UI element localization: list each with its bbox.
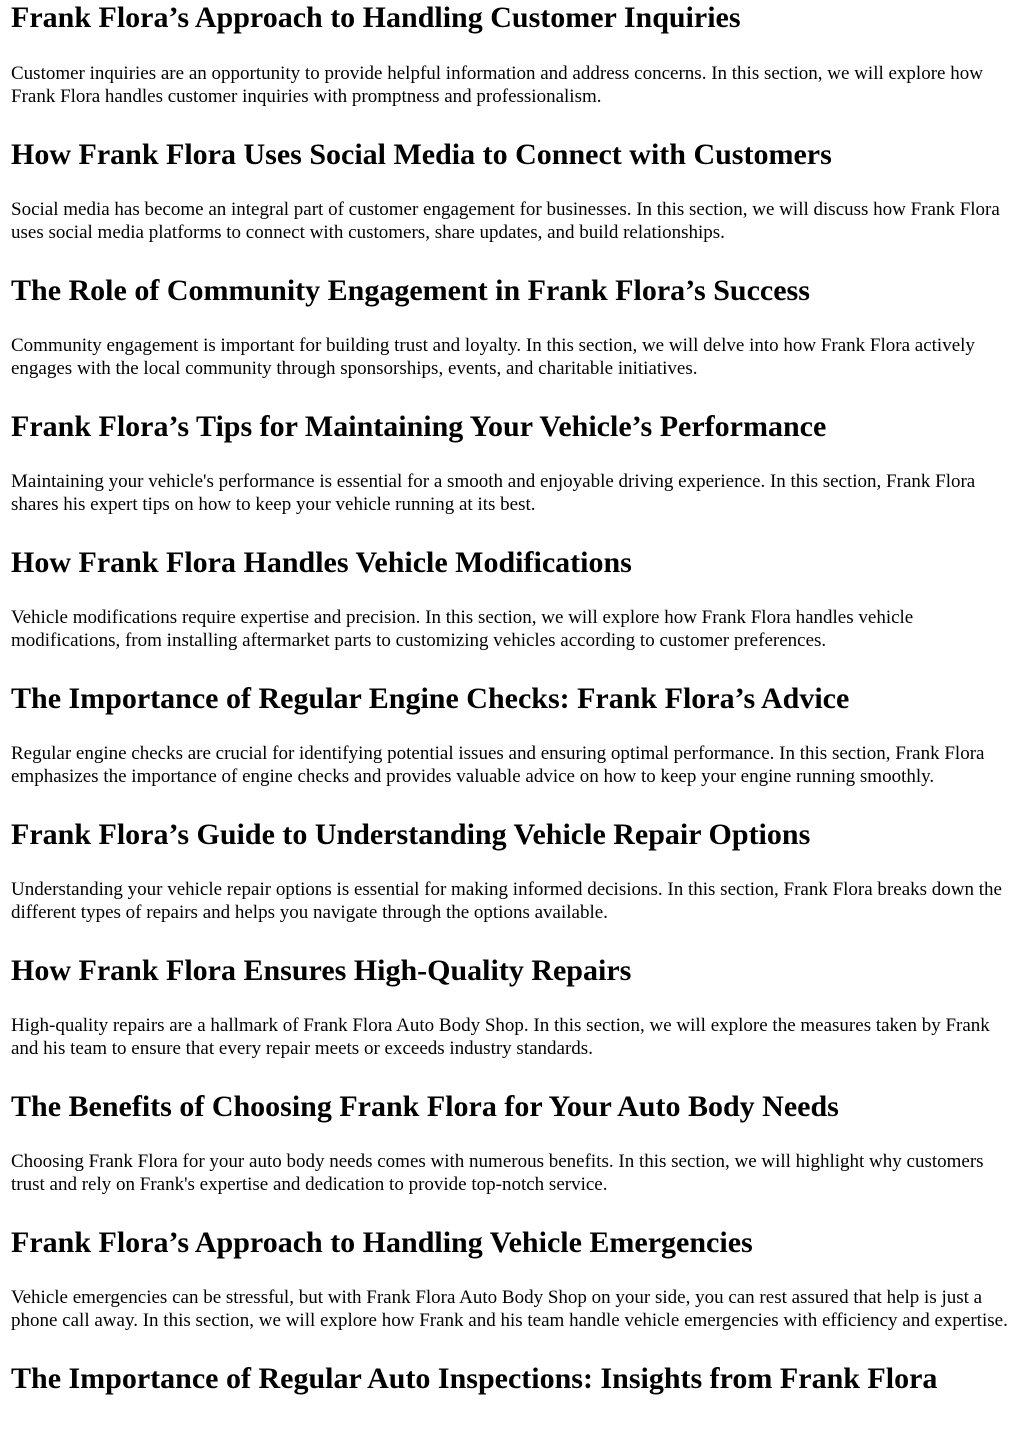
document-page bbox=[0, 1, 1024, 1396]
section-heading: The Importance of Regular Auto Inspections: Insights from Frank Flora bbox=[11, 1362, 938, 1395]
section-heading: Frank Flora’s Approach to Handling Customer Inquiries bbox=[11, 1, 741, 34]
section-heading: Frank Flora’s Guide to Understanding Vehicle Repair Options bbox=[11, 818, 811, 851]
section-paragraph: Social media has become an integral part of customer engagement for businesses. In this section, we will discuss how Frank Flora uses social media platforms to connect with customers, share updates, and build relationships. bbox=[11, 199, 1000, 243]
section-heading: How Frank Flora Uses Social Media to Connect with Customers bbox=[11, 138, 832, 171]
section-heading: How Frank Flora Ensures High-Quality Repairs bbox=[11, 954, 632, 987]
section-vehicle-performance bbox=[11, 410, 1013, 516]
section-auto-inspections bbox=[11, 1362, 1013, 1396]
section-community-engagement bbox=[11, 274, 1013, 380]
section-paragraph: Customer inquiries are an opportunity to provide helpful information and address concerns. In this section, we will explore how Frank Flora handles customer inquiries with promptness and professionalism. bbox=[11, 63, 983, 107]
section-heading: Frank Flora’s Approach to Handling Vehicle Emergencies bbox=[11, 1226, 753, 1259]
section-paragraph: Regular engine checks are crucial for identifying potential issues and ensuring optimal performance. In this section, Frank Flora emphasizes the importance of engine checks and provides valuable advice on how to keep your engine running smoothly. bbox=[11, 743, 985, 787]
section-paragraph: Community engagement is important for building trust and loyalty. In this section, we will delve into how Frank Flora actively engages with the local community through sponsorships, events, and charitable initiatives. bbox=[11, 335, 975, 379]
section-heading: The Role of Community Engagement in Frank Flora’s Success bbox=[11, 274, 810, 307]
section-paragraph: Maintaining your vehicle's performance is essential for a smooth and enjoyable driving experience. In this section, Frank Flora shares his expert tips on how to keep your vehicle running at its best. bbox=[11, 471, 976, 515]
section-paragraph: Understanding your vehicle repair options is essential for making informed decisions. In this section, Frank Flora breaks down the different types of repairs and helps you navigate through the options available. bbox=[11, 879, 1002, 923]
section-vehicle-emergencies bbox=[11, 1226, 1013, 1332]
section-customer-inquiries bbox=[11, 1, 1013, 108]
section-heading: Frank Flora’s Tips for Maintaining Your Vehicle’s Performance bbox=[11, 410, 827, 443]
section-engine-checks bbox=[11, 682, 1013, 788]
section-heading: How Frank Flora Handles Vehicle Modifications bbox=[11, 546, 632, 579]
section-paragraph: Vehicle modifications require expertise and precision. In this section, we will explore how Frank Flora handles vehicle modifications, from installing aftermarket parts to customizing vehicles according to customer preferences. bbox=[11, 607, 914, 651]
section-repair-options bbox=[11, 818, 1013, 924]
section-benefits bbox=[11, 1090, 1013, 1196]
section-heading: The Importance of Regular Engine Checks: Frank Flora’s Advice bbox=[11, 682, 850, 715]
section-heading: The Benefits of Choosing Frank Flora for Your Auto Body Needs bbox=[11, 1090, 839, 1123]
section-social-media bbox=[11, 138, 1013, 244]
section-paragraph: Vehicle emergencies can be stressful, but with Frank Flora Auto Body Shop on your side, you can rest assured that help is just a phone call away. In this section, we will explore how Frank and his team handle vehicle emergencies with efficiency and expertise. bbox=[11, 1287, 1008, 1331]
section-paragraph: Choosing Frank Flora for your auto body needs comes with numerous benefits. In this section, we will highlight why customers trust and rely on Frank's expertise and dedication to provide top-notch service. bbox=[11, 1151, 984, 1195]
section-paragraph: High-quality repairs are a hallmark of Frank Flora Auto Body Shop. In this section, we will explore the measures taken by Frank and his team to ensure that every repair meets or exceeds industry standards. bbox=[11, 1015, 990, 1059]
section-high-quality-repairs bbox=[11, 954, 1013, 1060]
section-vehicle-modifications bbox=[11, 546, 1013, 652]
